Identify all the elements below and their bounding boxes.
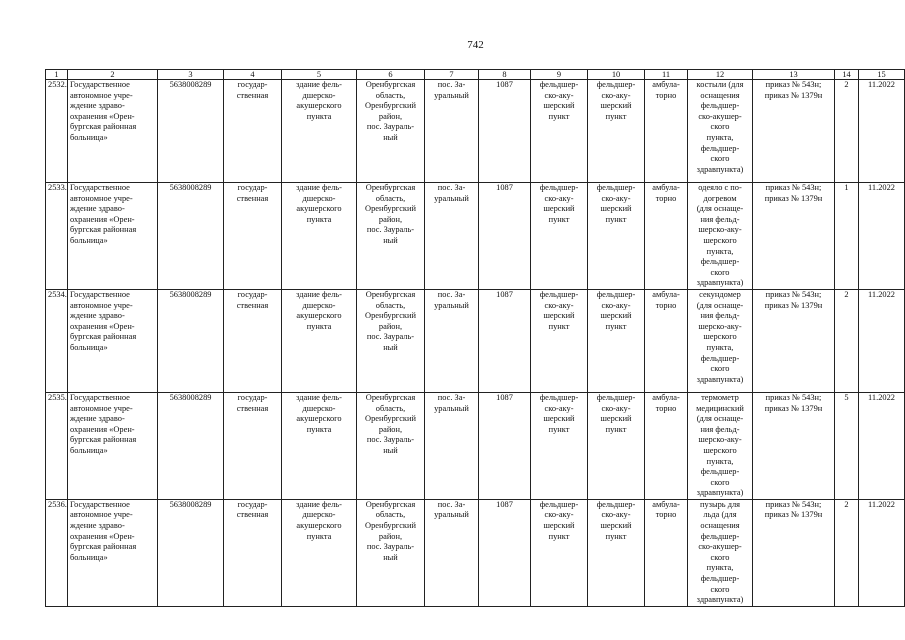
quantity-text: 1 [844,183,849,192]
settlement-text: пос. За- уральный [434,499,469,520]
column-header: 9 [531,70,588,80]
building-type-text: здание фель- дшерско- акушерского пункта [296,392,342,434]
organization-name-text: Государственное автономное учре- ждение здраво- охранения «Орен- бургская районная больница» [70,80,137,142]
regulation-text: приказ № 543н; приказ № 1379н [764,499,823,520]
quantity-text: 2 [844,80,849,89]
organization-name-cell [68,80,158,183]
table-row [46,183,905,290]
organization-name-text: Государственное автономное учре- ждение здраво- охранения «Орен- бургская районная больница» [70,392,137,455]
building-type-text: здание фель- дшерско- акушерского пункта [296,499,342,541]
regulation-cell [753,499,835,606]
regulation-text: приказ № 543н; приказ № 1379н [764,289,823,310]
facility-subtype-cell [588,289,645,392]
column-header: 4 [224,70,282,80]
column-number-row [46,70,905,80]
care-form-cell [645,499,688,606]
quantity-cell [835,392,859,499]
due-date-text: 11.2022 [868,392,895,402]
address-text: Оренбургская область, Оренбургский район, пос. Заураль- ный [365,499,416,562]
ownership-form-text: государ- ственная [236,289,269,310]
facility-type-text: фельдшер- ско-аку- шерский пункт [539,183,579,224]
ownership-form-cell [224,289,282,392]
equipment-name-text: одеяло с по- догревом (для оснаще- ния фельд- шерско-аку- шерского пункта, фельдшер- ского здравпункта) [696,183,744,288]
column-header: 7 [425,70,479,80]
facility-subtype-text: фельдшер- ско-аку- шерский пункт [596,392,636,434]
facility-type-text: фельдшер- ско-аку- шерский пункт [539,80,579,121]
column-header: 2 [68,70,158,80]
equipment-name-text: пузырь для льда (для оснащения фельдшер- ско-акушер- ского пункта, фельдшер- ского здравпункта) [696,499,744,605]
equipment-name-text: костыли (для оснащения фельдшер- ско-акушер- ского пункта, фельдшер- ского здравпункта) [696,80,744,174]
inn-text: 5638008289 [169,183,212,192]
settlement-cell [425,392,479,499]
row-number-text: 2535. [48,392,67,402]
equipment-name-cell [688,289,753,392]
organization-name-cell [68,499,158,606]
organization-name-cell [68,289,158,392]
due-date-text: 11.2022 [868,289,895,299]
inn-cell [158,80,224,183]
ownership-form-text: государ- ственная [236,183,269,203]
table-row [46,289,905,392]
due-date-cell [859,499,905,606]
quantity-text: 5 [844,392,849,402]
equipment-name-cell [688,183,753,290]
row-number-cell [46,183,68,290]
settlement-text: пос. За- уральный [434,183,469,203]
facility-subtype-cell [588,183,645,290]
due-date-text: 11.2022 [868,80,895,89]
facility-subtype-cell [588,499,645,606]
settlement-text: пос. За- уральный [434,80,469,100]
inn-text: 5638008289 [169,289,212,299]
equipment-name-cell [688,80,753,183]
ownership-form-cell [224,183,282,290]
address-cell [357,392,425,499]
ownership-form-cell [224,499,282,606]
settlement-cell [425,499,479,606]
regulation-cell [753,183,835,290]
facility-type-text: фельдшер- ско-аку- шерский пункт [539,289,579,331]
row-number-cell [46,392,68,499]
table-row [46,80,905,183]
facility-type-text: фельдшер- ско-аку- шерский пункт [539,392,579,434]
address-text: Оренбургская область, Оренбургский район, пос. Заураль- ный [365,392,416,455]
care-form-text: амбула- торно [652,183,680,203]
building-type-text: здание фель- дшерско- акушерского пункта [296,183,342,224]
due-date-text: 11.2022 [868,499,895,509]
row-number-cell [46,289,68,392]
address-cell [357,183,425,290]
care-form-cell [645,289,688,392]
population-text: 1087 [496,289,513,299]
due-date-cell [859,392,905,499]
care-form-cell [645,80,688,183]
population-cell [479,289,531,392]
inn-cell [158,499,224,606]
address-text: Оренбургская область, Оренбургский район, пос. Заураль- ный [365,80,416,142]
quantity-cell [835,499,859,606]
row-number-cell [46,499,68,606]
equipment-name-text: секундомер (для оснаще- ния фельд- шерско-аку- шерского пункта, фельдшер- ского здравпункта) [696,289,744,384]
address-text: Оренбургская область, Оренбургский район, пос. Заураль- ный [365,289,416,352]
table-row [46,392,905,499]
column-header: 10 [588,70,645,80]
inn-cell [158,392,224,499]
address-cell [357,289,425,392]
building-type-text: здание фель- дшерско- акушерского пункта [296,289,342,331]
registry-table [45,69,905,607]
building-type-cell [282,183,357,290]
regulation-cell [753,289,835,392]
row-number-text: 2534. [48,289,67,299]
building-type-cell [282,392,357,499]
population-text: 1087 [496,499,513,509]
facility-type-cell [531,289,588,392]
population-cell [479,80,531,183]
inn-text: 5638008289 [169,499,212,509]
page-number: 742 [467,39,484,51]
quantity-cell [835,80,859,183]
due-date-cell [859,289,905,392]
row-number-text: 2533. [48,183,67,192]
regulation-text: приказ № 543н; приказ № 1379н [764,80,823,100]
due-date-text: 11.2022 [868,183,895,192]
population-cell [479,183,531,290]
due-date-cell [859,183,905,290]
inn-text: 5638008289 [169,80,212,89]
facility-subtype-cell [588,80,645,183]
settlement-cell [425,80,479,183]
facility-subtype-text: фельдшер- ско-аку- шерский пункт [596,289,636,331]
table-row [46,499,905,606]
column-header: 8 [479,70,531,80]
inn-cell [158,289,224,392]
column-header: 13 [753,70,835,80]
inn-cell [158,183,224,290]
column-header: 11 [645,70,688,80]
settlement-text: пос. За- уральный [434,289,469,310]
address-cell [357,80,425,183]
facility-subtype-text: фельдшер- ско-аку- шерский пункт [596,499,636,541]
column-header: 3 [158,70,224,80]
facility-subtype-cell [588,392,645,499]
ownership-form-cell [224,392,282,499]
care-form-text: амбула- торно [652,80,680,100]
building-type-cell [282,499,357,606]
quantity-text: 2 [844,289,849,299]
column-header: 5 [282,70,357,80]
population-text: 1087 [496,392,513,402]
ownership-form-text: государ- ственная [236,80,269,100]
column-header: 14 [835,70,859,80]
organization-name-text: Государственное автономное учре- ждение здраво- охранения «Орен- бургская районная больница» [70,499,137,562]
row-number-cell [46,80,68,183]
quantity-cell [835,289,859,392]
equipment-name-text: термометр медицинский (для оснаще- ния фельд- шерско-аку- шерского пункта, фельдшер- ского здравпункта) [696,392,744,498]
equipment-name-cell [688,392,753,499]
column-header: 1 [46,70,68,80]
population-text: 1087 [496,183,513,192]
equipment-name-cell [688,499,753,606]
organization-name-text: Государственное автономное учре- ждение здраво- охранения «Орен- бургская районная больница» [70,183,137,245]
ownership-form-text: государ- ственная [236,392,269,413]
column-header: 6 [357,70,425,80]
due-date-cell [859,80,905,183]
column-header: 12 [688,70,753,80]
ownership-form-cell [224,80,282,183]
regulation-cell [753,392,835,499]
address-text: Оренбургская область, Оренбургский район, пос. Заураль- ный [365,183,416,245]
building-type-cell [282,289,357,392]
organization-name-cell [68,392,158,499]
facility-type-cell [531,499,588,606]
address-cell [357,499,425,606]
facility-type-text: фельдшер- ско-аку- шерский пункт [539,499,579,541]
settlement-cell [425,289,479,392]
regulation-text: приказ № 543н; приказ № 1379н [764,392,823,413]
facility-type-cell [531,392,588,499]
row-number-text: 2536. [48,499,67,509]
row-number-text: 2532. [48,80,67,89]
regulation-cell [753,80,835,183]
facility-subtype-text: фельдшер- ско-аку- шерский пункт [596,183,636,224]
ownership-form-text: государ- ственная [236,499,269,520]
building-type-text: здание фель- дшерско- акушерского пункта [296,80,342,121]
care-form-cell [645,183,688,290]
quantity-cell [835,183,859,290]
settlement-text: пос. За- уральный [434,392,469,413]
population-cell [479,392,531,499]
column-header: 15 [859,70,905,80]
quantity-text: 2 [844,499,849,509]
regulation-text: приказ № 543н; приказ № 1379н [764,183,823,203]
facility-type-cell [531,183,588,290]
facility-subtype-text: фельдшер- ско-аку- шерский пункт [596,80,636,121]
organization-name-text: Государственное автономное учре- ждение здраво- охранения «Орен- бургская районная больница» [70,289,137,352]
building-type-cell [282,80,357,183]
care-form-text: амбула- торно [652,289,680,310]
facility-type-cell [531,80,588,183]
care-form-cell [645,392,688,499]
care-form-text: амбула- торно [652,392,680,413]
inn-text: 5638008289 [169,392,212,402]
organization-name-cell [68,183,158,290]
settlement-cell [425,183,479,290]
care-form-text: амбула- торно [652,499,680,520]
population-cell [479,499,531,606]
population-text: 1087 [496,80,513,89]
